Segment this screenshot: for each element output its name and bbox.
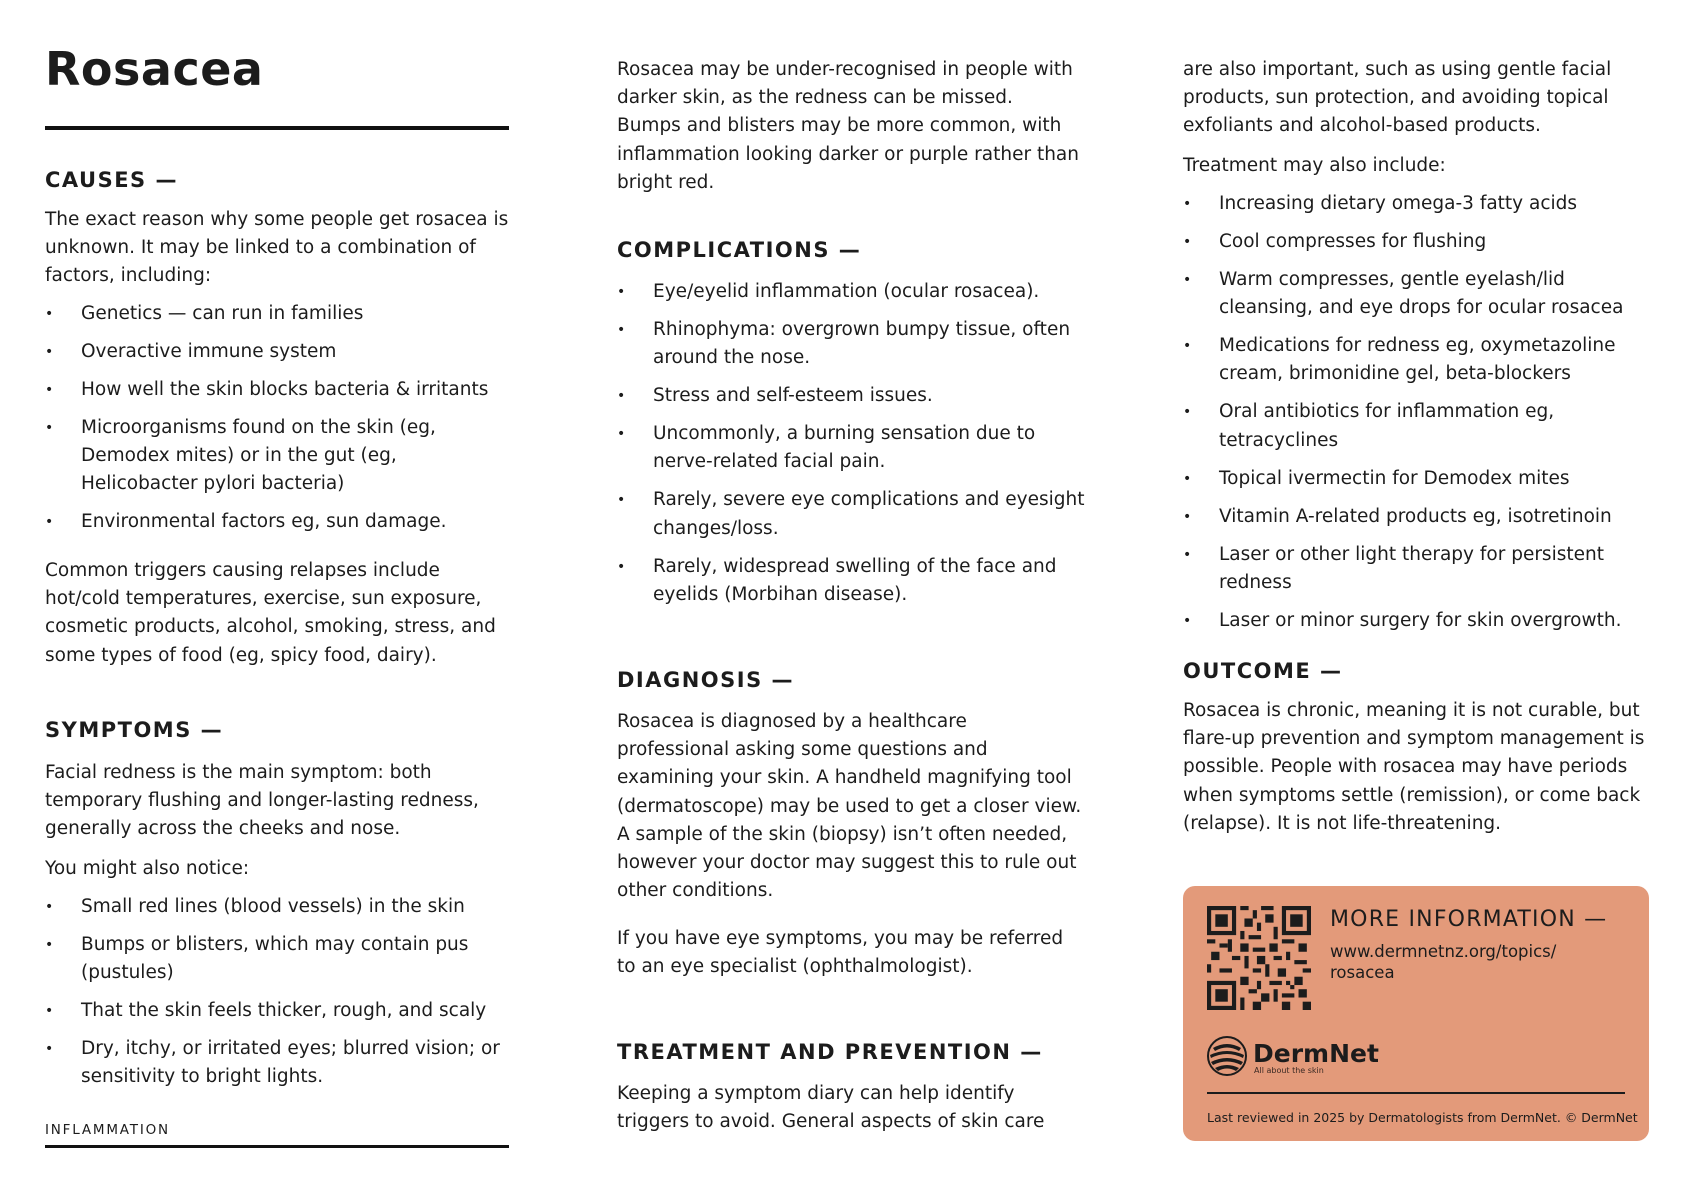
diagnosis-body: Rosacea is diagnosed by a healthcare professional asking some questions and examining your skin. A handheld magnifying tool (dermatoscope) may be used to get a closer view. A sample of the skin (biopsy) isn’t often needed, however your doctor may suggest this to rule out other conditions.	[617, 711, 1082, 902]
list-item: • Vitamin A-related products eg, isotretinoin	[1183, 503, 1653, 531]
list-item: • Cool compresses for flushing	[1183, 228, 1653, 256]
treatment-list	[1183, 190, 1653, 645]
list-item: • Oral antibiotics for inflammation eg, tetracyclines	[1183, 398, 1653, 454]
page-title: Rosacea	[45, 42, 264, 96]
list-item: • Genetics — can run in families	[45, 300, 515, 328]
more-information-box	[1183, 886, 1649, 1141]
symptoms-list	[45, 893, 515, 1101]
treatment-intro-part1: Keeping a symptom diary can help identify triggers to avoid. General aspects of skin care	[617, 1083, 1045, 1133]
list-item: • Environmental factors eg, sun damage.	[45, 508, 515, 536]
qr-code-icon	[1207, 906, 1311, 1010]
list-item: • Dry, itchy, or irritated eyes; blurred vision; or sensitivity to bright lights.	[45, 1035, 515, 1091]
causes-intro: The exact reason why some people get rosacea is unknown. It may be linked to a combination of factors, including:	[45, 209, 509, 287]
logo-tagline: All about the skin	[1254, 1066, 1324, 1075]
footer-category-label: INFLAMMATION	[45, 1122, 170, 1138]
more-information-heading: MORE INFORMATION —	[1330, 907, 1608, 932]
list-item: • Bumps or blisters, which may contain pus (pustules)	[45, 931, 515, 987]
causes-list	[45, 300, 515, 546]
list-item: • Warm compresses, gentle eyelash/lid cleansing, and eye drops for ocular rosacea	[1183, 266, 1653, 322]
list-item: • Uncommonly, a burning sensation due to nerve-related facial pain.	[617, 420, 1087, 476]
last-reviewed-note: Last reviewed in 2025 by Dermatologists from DermNet. © DermNet	[1207, 1110, 1638, 1125]
more-information-link[interactable]: www.dermnetnz.org/topics/ rosacea	[1330, 942, 1557, 982]
diagnosis-eye: If you have eye symptoms, you may be referred to an eye specialist (ophthalmologist).	[617, 928, 1064, 978]
list-item: • Stress and self-esteem issues.	[617, 382, 1087, 410]
list-item: • That the skin feels thicker, rough, and scaly	[45, 997, 515, 1025]
title-divider	[45, 126, 509, 130]
complications-heading: COMPLICATIONS —	[617, 238, 862, 262]
dermnet-logo	[1207, 1036, 1427, 1078]
list-item: • Overactive immune system	[45, 338, 515, 366]
causes-heading: CAUSES —	[45, 168, 178, 192]
treatment-also: Treatment may also include:	[1183, 155, 1446, 176]
footer-divider	[45, 1145, 509, 1148]
list-item: • Laser or minor surgery for skin overgrowth.	[1183, 607, 1653, 635]
list-item: • Microorganisms found on the skin (eg, Demodex mites) or in the gut (eg, Helicobacter pylori bacteria)	[45, 414, 515, 499]
triggers-paragraph: Common triggers causing relapses include hot/cold temperatures, exercise, sun exposure, cosmetic products, alcohol, smoking, stress, and some types of food (eg, spicy food, dairy).	[45, 560, 496, 666]
list-item: • Increasing dietary omega-3 fatty acids	[1183, 190, 1653, 218]
diagnosis-heading: DIAGNOSIS —	[617, 668, 795, 692]
darker-skin-paragraph: Rosacea may be under-recognised in people with darker skin, as the redness can be missed. Bumps and blisters may be more common, with inflammation looking darker or purple rather than bright red.	[617, 59, 1079, 193]
treatment-heading: TREATMENT AND PREVENTION —	[617, 1040, 1043, 1064]
logo-wordmark: DermNet	[1253, 1039, 1379, 1068]
symptoms-intro: Facial redness is the main symptom: both temporary flushing and longer-lasting redness, generally across the cheeks and nose.	[45, 762, 479, 840]
list-item: • Laser or other light therapy for persistent redness	[1183, 541, 1653, 597]
symptoms-notice: You might also notice:	[45, 858, 250, 879]
outcome-body: Rosacea is chronic, meaning it is not curable, but flare-up prevention and symptom management is possible. People with rosacea may have periods when symptoms settle (remission), or come back (relapse). It is not life-threatening.	[1183, 700, 1645, 834]
list-item: • Rhinophyma: overgrown bumpy tissue, often around the nose.	[617, 316, 1087, 372]
list-item: • Small red lines (blood vessels) in the skin	[45, 893, 515, 921]
symptoms-heading: SYMPTOMS —	[45, 718, 224, 742]
outcome-heading: OUTCOME —	[1183, 659, 1343, 683]
info-divider	[1207, 1092, 1625, 1094]
list-item: • Rarely, severe eye complications and eyesight changes/loss.	[617, 486, 1087, 542]
treatment-intro-part2: are also important, such as using gentle facial products, sun protection, and avoiding topical exfoliants and alcohol-based products.	[1183, 59, 1612, 137]
list-item: • Rarely, widespread swelling of the face and eyelids (Morbihan disease).	[617, 553, 1087, 609]
list-item: • Topical ivermectin for Demodex mites	[1183, 465, 1653, 493]
list-item: • Eye/eyelid inflammation (ocular rosacea).	[617, 278, 1087, 306]
list-item: • How well the skin blocks bacteria & irritants	[45, 376, 515, 404]
complications-list	[617, 278, 1087, 619]
list-item: • Medications for redness eg, oxymetazoline cream, brimonidine gel, beta-blockers	[1183, 332, 1653, 388]
